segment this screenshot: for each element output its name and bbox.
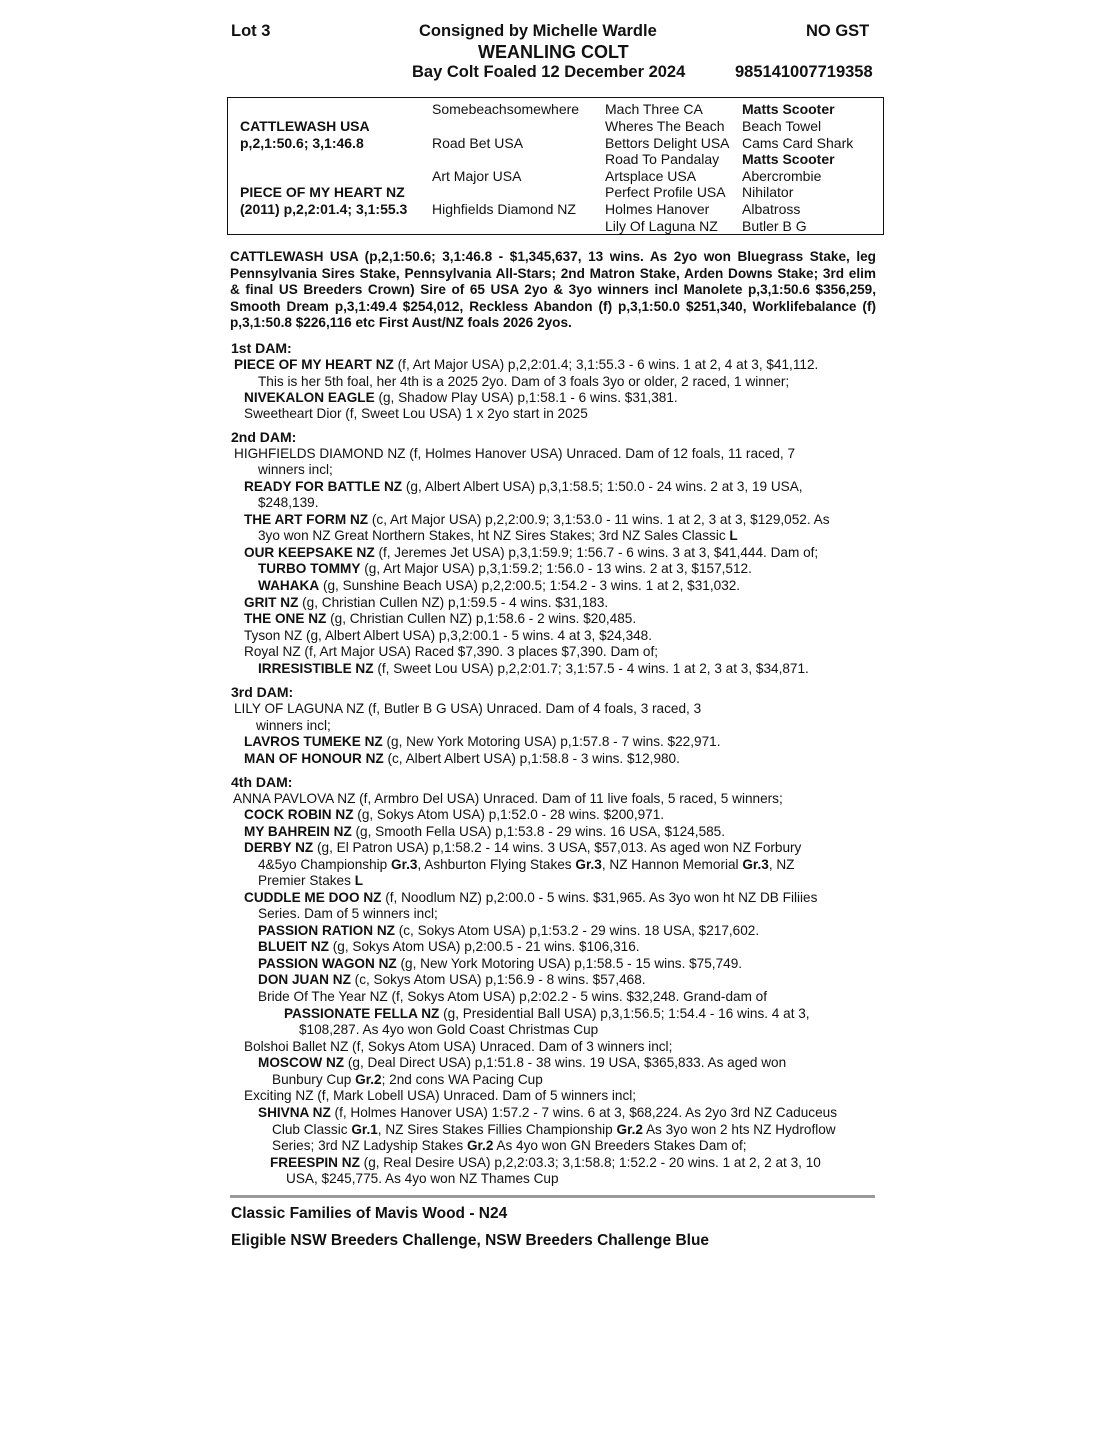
dam-line: DERBY NZ (g, El Patron USA) p,1:58.2 - 14 wins. 3 USA, $57,013. As aged won NZ Forbury [244, 840, 802, 855]
section-divider [230, 1195, 875, 1198]
pedigree-col4: Butler B G [742, 218, 807, 234]
pedigree-col3: Wheres The Beach [605, 118, 725, 134]
dam-line: THE ART FORM NZ (c, Art Major USA) p,2,2:00.9; 3,1:53.0 - 11 wins. 1 at 2, 3 at 3, $129,052. As [244, 512, 830, 527]
section-heading-3rd-dam: 3rd DAM: [231, 684, 294, 700]
dam-line: Club Classic Gr.1, NZ Sires Stakes Fillies Championship Gr.2 As 3yo won 2 hts NZ Hydroflow [272, 1122, 836, 1137]
pedigree-col3: Lily Of Laguna NZ [605, 218, 718, 234]
pedigree-col4: Abercrombie [742, 168, 822, 184]
pedigree-col4: Matts Scooter [742, 151, 835, 167]
dam-line: MOSCOW NZ (g, Deal Direct USA) p,1:51.8 - 38 wins. 19 USA, $365,833. As aged won [258, 1055, 787, 1070]
dam-line: WAHAKA (g, Sunshine Beach USA) p,2,2:00.5; 1:54.2 - 3 wins. 1 at 2, $31,032. [258, 578, 741, 593]
dam-line: Bride Of The Year NZ (f, Sokys Atom USA) p,2:02.2 - 5 wins. $32,248. Grand-dam of [258, 989, 768, 1004]
pedigree-col4: Cams Card Shark [742, 135, 854, 151]
section-heading-4th-dam: 4th DAM: [231, 774, 293, 790]
dam-line: Bunbury Cup Gr.2; 2nd cons WA Pacing Cup [272, 1072, 543, 1087]
dam-line: Exciting NZ (f, Mark Lobell USA) Unraced. Dam of 5 winners incl; [244, 1088, 637, 1103]
dam-line: Series; 3rd NZ Ladyship Stakes Gr.2 As 4yo won GN Breeders Stakes Dam of; [272, 1138, 747, 1153]
dam-line: PASSION WAGON NZ (g, New York Motoring USA) p,1:58.5 - 15 wins. $75,749. [258, 956, 743, 971]
pedigree-col3: Holmes Hanover [605, 201, 710, 217]
pedigree-col2: Somebeachsomewhere [432, 101, 580, 117]
dam-line: THE ONE NZ (g, Christian Cullen NZ) p,1:58.6 - 2 wins. $20,485. [244, 611, 637, 626]
pedigree-col4: Matts Scooter [742, 101, 835, 117]
consignor: Consigned by Michelle Wardle [419, 22, 657, 40]
pedigree-dam-record: (2011) p,2,2:01.4; 3,1:55.3 [240, 201, 408, 217]
pedigree-col3: Artsplace USA [605, 168, 697, 184]
dam-line: NIVEKALON EAGLE (g, Shadow Play USA) p,1:58.1 - 6 wins. $31,381. [244, 390, 678, 405]
dam-line: SHIVNA NZ (f, Holmes Hanover USA) 1:57.2 - 7 wins. 6 at 3, $68,224. As 2yo 3rd NZ Caduceus [258, 1105, 837, 1120]
page-title: WEANLING COLT [478, 42, 629, 62]
dam-line: DON JUAN NZ (c, Sokys Atom USA) p,1:56.9 - 8 wins. $57,468. [258, 972, 646, 987]
dam-line: ANNA PAVLOVA NZ (f, Armbro Del USA) Unraced. Dam of 11 live foals, 5 raced, 5 winners; [233, 791, 783, 806]
pedigree-col3: Bettors Delight USA [605, 135, 730, 151]
dam-line: READY FOR BATTLE NZ (g, Albert Albert USA) p,3,1:58.5; 1:50.0 - 24 wins. 2 at 3, 19 USA, [244, 479, 803, 494]
dam-line: MAN OF HONOUR NZ (c, Albert Albert USA) p,1:58.8 - 3 wins. $12,980. [244, 751, 680, 766]
dam-line: Royal NZ (f, Art Major USA) Raced $7,390. 3 places $7,390. Dam of; [244, 644, 659, 659]
dam-line: winners incl; [258, 462, 333, 477]
dam-line: OUR KEEPSAKE NZ (f, Jeremes Jet USA) p,3,1:59.9; 1:56.7 - 6 wins. 3 at 3, $41,444. Dam of; [244, 545, 819, 560]
dam-line: This is her 5th foal, her 4th is a 2025 2yo. Dam of 3 foals 3yo or older, 2 raced, 1 winner; [258, 374, 790, 389]
dam-line: LILY OF LAGUNA NZ (f, Butler B G USA) Unraced. Dam of 4 foals, 3 raced, 3 [234, 701, 702, 716]
dam-line: PIECE OF MY HEART NZ (f, Art Major USA) p,2,2:01.4; 3,1:55.3 - 6 wins. 1 at 2, 4 at 3, $41,112. [234, 357, 819, 372]
dam-line: PASSION RATION NZ (c, Sokys Atom USA) p,1:53.2 - 29 wins. 18 USA, $217,602. [258, 923, 760, 938]
microchip-number: 985141007719358 [735, 63, 873, 81]
dam-line: GRIT NZ (g, Christian Cullen NZ) p,1:59.5 - 4 wins. $31,183. [244, 595, 609, 610]
dam-line: MY BAHREIN NZ (g, Smooth Fella USA) p,1:53.8 - 29 wins. 16 USA, $124,585. [244, 824, 726, 839]
dam-line: BLUEIT NZ (g, Sokys Atom USA) p,2:00.5 - 21 wins. $106,316. [258, 939, 640, 954]
section-heading-2nd-dam: 2nd DAM: [231, 429, 297, 445]
dam-line: LAVROS TUMEKE NZ (g, New York Motoring USA) p,1:57.8 - 7 wins. $22,971. [244, 734, 721, 749]
pedigree-sire-name: CATTLEWASH USA [240, 118, 370, 134]
dam-line: Sweetheart Dior (f, Sweet Lou USA) 1 x 2yo start in 2025 [244, 406, 588, 421]
eligibility: Eligible NSW Breeders Challenge, NSW Breeders Challenge Blue [231, 1232, 710, 1249]
dam-line: winners incl; [256, 718, 331, 733]
foaled-info: Bay Colt Foaled 12 December 2024 [412, 63, 686, 81]
lot-number: Lot 3 [231, 22, 271, 40]
dam-line: PASSIONATE FELLA NZ (g, Presidential Ball USA) p,3,1:56.5; 1:54.4 - 16 wins. 4 at 3, [284, 1006, 810, 1021]
gst-status: NO GST [806, 22, 870, 40]
dam-line: FREESPIN NZ (g, Real Desire USA) p,2,2:03.3; 3,1:58.8; 1:52.2 - 20 wins. 1 at 2, 2 at 3, 10 [270, 1155, 821, 1170]
section-heading-1st-dam: 1st DAM: [231, 340, 292, 356]
pedigree-col3: Perfect Profile USA [605, 184, 726, 200]
pedigree-col4: Nihilator [742, 184, 794, 200]
dam-line: 3yo won NZ Great Northern Stakes, ht NZ Sires Stakes; 3rd NZ Sales Classic L [258, 528, 738, 543]
dam-line: COCK ROBIN NZ (g, Sokys Atom USA) p,1:52.0 - 28 wins. $200,971. [244, 807, 665, 822]
dam-line: $248,139. [258, 495, 319, 510]
pedigree-sire-record: p,2,1:50.6; 3,1:46.8 [240, 135, 364, 151]
dam-line: TURBO TOMMY (g, Art Major USA) p,3,1:59.2; 1:56.0 - 13 wins. 2 at 3, $157,512. [258, 561, 752, 576]
dam-line: Series. Dam of 5 winners incl; [258, 906, 438, 921]
dam-line: USA, $245,775. As 4yo won NZ Thames Cup [286, 1171, 559, 1186]
dam-line: Premier Stakes L [258, 873, 364, 888]
pedigree-col4: Albatross [742, 201, 801, 217]
pedigree-col2: Art Major USA [432, 168, 522, 184]
dam-line: IRRESISTIBLE NZ (f, Sweet Lou USA) p,2,2:01.7; 3,1:57.5 - 4 wins. 1 at 2, 3 at 3, $34,871. [258, 661, 809, 676]
classic-families: Classic Families of Mavis Wood - N24 [231, 1205, 508, 1222]
pedigree-dam-name: PIECE OF MY HEART NZ [240, 184, 405, 200]
dam-line: CUDDLE ME DOO NZ (f, Noodlum NZ) p,2:00.0 - 5 wins. $31,965. As 3yo won ht NZ DB Filiies [244, 890, 818, 905]
pedigree-col3: Mach Three CA [605, 101, 703, 117]
pedigree-col4: Beach Towel [742, 118, 822, 134]
pedigree-col2: Road Bet USA [432, 135, 524, 151]
dam-line: Tyson NZ (g, Albert Albert USA) p,3,2:00.1 - 5 wins. 4 at 3, $24,348. [244, 628, 653, 643]
dam-line: 4&5yo Championship Gr.3, Ashburton Flying Stakes Gr.3, NZ Hannon Memorial Gr.3, NZ [258, 857, 795, 872]
pedigree-col2: Highfields Diamond NZ [432, 201, 576, 217]
dam-line: Bolshoi Ballet NZ (f, Sokys Atom USA) Unraced. Dam of 3 winners incl; [244, 1039, 673, 1054]
sire-summary: CATTLEWASH USA (p,2,1:50.6; 3,1:46.8 - $1,345,637, 13 wins. As 2yo won Bluegrass Stake, leg Pennsylvania Sires Stake, Pennsylvania All-Stars; 2nd Matron Stake, Arden Downs Stake; 3rd elim & final US Breeders Crown) Sire of 65 USA 2yo & 3yo winners incl Manolete p,3,1:50.6 $356,259, Smooth Dream p,3,1:49.4 $254,012, Reckless Abandon (f) p,3,1:50.0 $251,340, Worklifebalance (f) p,3,1:50.8 $226,116 etc First Aust/NZ foals 2026 2yos. [230, 249, 876, 331]
pedigree-col3: Road To Pandalay [605, 151, 720, 167]
dam-line: HIGHFIELDS DIAMOND NZ (f, Holmes Hanover USA) Unraced. Dam of 12 foals, 11 raced, 7 [234, 446, 796, 461]
pedigree-box [227, 97, 884, 235]
dam-line: $108,287. As 4yo won Gold Coast Christmas Cup [299, 1022, 599, 1037]
